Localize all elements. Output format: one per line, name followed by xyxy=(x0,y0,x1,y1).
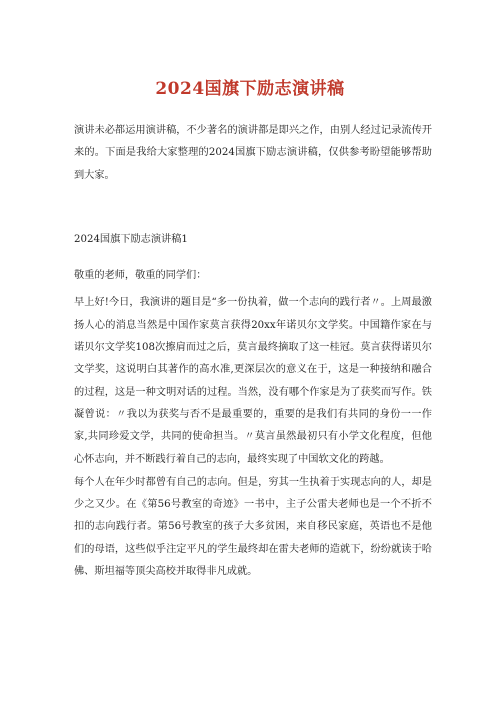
body-paragraph: 每个人在年少时都曾有自己的志向。但是，穷其一生执着于实现志向的人，却是少之又少。在《第56号教室的奇迹》一书中，主子公雷夫老师也是一个不折不扣的志向践行者。第56号教室的孩子大多贫困，来自移民家庭，英语也不是他们的母语，这些似乎注定平凡的学生最终却在雷夫老师的造就下，纷纷就读于哈佛、斯坦福等顶尖高校并取得非凡成就。 xyxy=(74,476,432,578)
greeting-line: 敬重的老师，敬重的同学们： xyxy=(74,270,207,282)
document-body xyxy=(74,120,432,584)
intro-paragraph: 演讲未必都运用演讲稿，不少著名的演讲都是即兴之作，由别人经过记录流传开来的。下面是我给大家整理的2024国旗下励志演讲稿，仅供参考盼望能够帮助到大家。 xyxy=(74,125,432,181)
section-heading: 2024国旗下励志演讲稿1 xyxy=(74,233,188,245)
body-paragraph: 早上好!今日，我演讲的题目是“多一份执着，做一个志向的践行者〃。上周最激扬人心的消息当然是中国作家莫言获得20xx年诺贝尔文学奖。中国籍作家在与诺贝尔文学奖108次擦肩而过之后，莫言最终摘取了这一桂冠。莫言获得诺贝尔文学奖，这说明白其著作的高水准,更深层次的意义在于，这是一种接纳和融合的过程，这是一种文明对话的过程。当然，没有哪个作家是为了获奖而写作。铁凝曾说：〃我以为获奖与否不是最重要的，重要的是我们有共同的身份一一作家,共同珍爱文学，共同的使命担当。〃莫言虽然最初只有小学文化程度，但他心怀志向，并不断践行着自己的志向，最终实现了中国软文化的跨越。 xyxy=(74,297,432,465)
document-title: 2024国旗下励志演讲稿 xyxy=(155,79,345,99)
